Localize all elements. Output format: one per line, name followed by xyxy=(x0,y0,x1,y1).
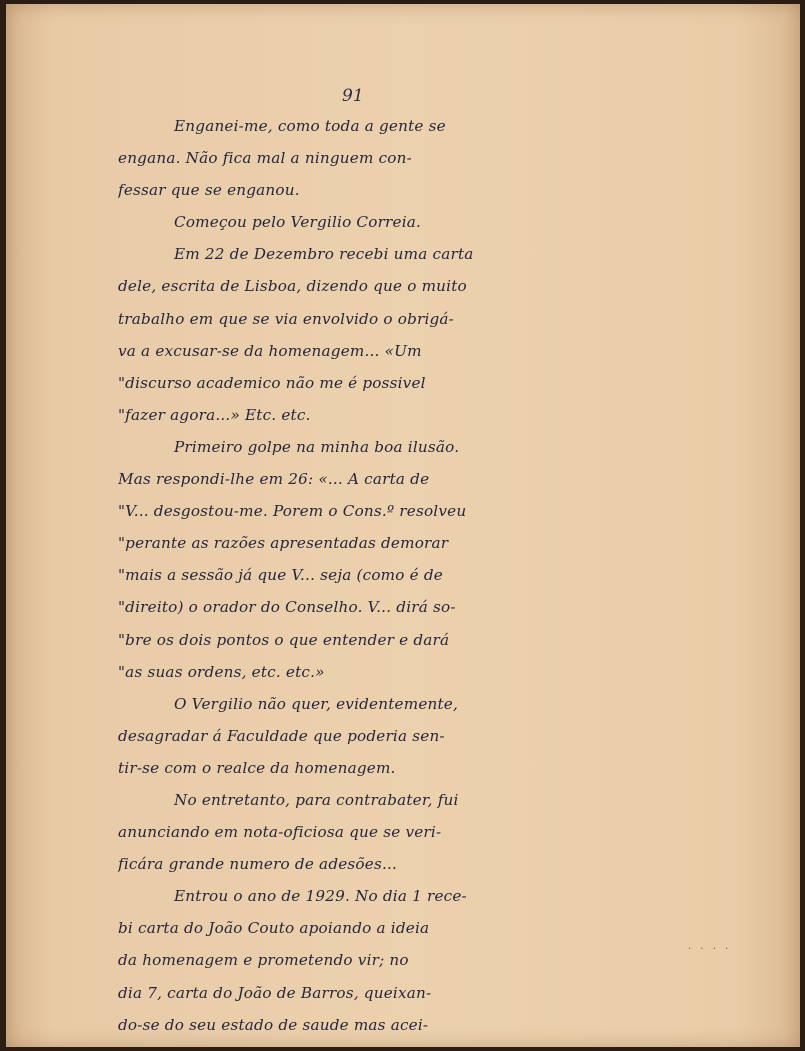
text-line: dia 7, carta do João de Barros, queixan- xyxy=(118,983,432,1002)
text-line: "perante as razões apresentadas demorar xyxy=(118,534,449,553)
text-line: do-se do seu estado de saude mas acei- xyxy=(118,1015,429,1034)
text-line: da homenagem e prometendo vir; no xyxy=(118,951,409,970)
text-line: "fazer agora...» Etc. etc. xyxy=(118,405,311,424)
text-line: No entretanto, para contrabater, fui xyxy=(174,790,459,809)
text-line: Primeiro golpe na minha boa ilusão. xyxy=(174,437,460,456)
stray-ink-marks: · · · · xyxy=(688,944,732,955)
text-line: "mais a sessão já que V... seja (como é de xyxy=(118,566,443,585)
text-line: dele, escrita de Lisboa, dizendo que o muito xyxy=(118,277,467,296)
text-line: Entrou o ano de 1929. No dia 1 rece- xyxy=(174,887,467,906)
text-line: Em 22 de Dezembro recebi uma carta xyxy=(174,245,474,264)
text-line: ficára grande numero de adesões... xyxy=(118,855,398,874)
text-line: "V... desgostou-me. Porem o Cons.º resolveu xyxy=(118,502,467,521)
text-line: engana. Não fica mal a ninguem con- xyxy=(118,149,412,168)
text-line: tir-se com o realce da homenagem. xyxy=(118,758,396,777)
text-line: Começou pelo Vergilio Correia. xyxy=(174,213,422,232)
manuscript-page xyxy=(6,4,800,1047)
text-line: O Vergilio não quer, evidentemente, xyxy=(174,694,459,713)
handwritten-text-body xyxy=(118,110,608,1041)
text-line: Enganei-me, como toda a gente se xyxy=(174,117,446,135)
text-line: fessar que se enganou. xyxy=(118,181,300,200)
text-line: va a excusar-se da homenagem... «Um xyxy=(118,341,422,360)
text-line: anunciando em nota-oficiosa que se veri- xyxy=(118,823,442,842)
text-line: "direito) o orador do Conselho. V... dirá so- xyxy=(118,598,456,617)
page-number: 91 xyxy=(342,86,364,106)
text-line: desagradar á Faculdade que poderia sen- xyxy=(118,726,445,745)
text-line: "as suas ordens, etc. etc.» xyxy=(118,662,325,681)
text-line: "discurso academico não me é possivel xyxy=(118,373,426,392)
text-line: Mas respondi-lhe em 26: «... A carta de xyxy=(118,470,430,489)
text-line: "bre os dois pontos o que entender e dará xyxy=(118,630,450,649)
text-line: bi carta do João Couto apoiando a ideia xyxy=(118,919,430,938)
text-line: trabalho em que se via envolvido o obrigá- xyxy=(118,309,455,328)
